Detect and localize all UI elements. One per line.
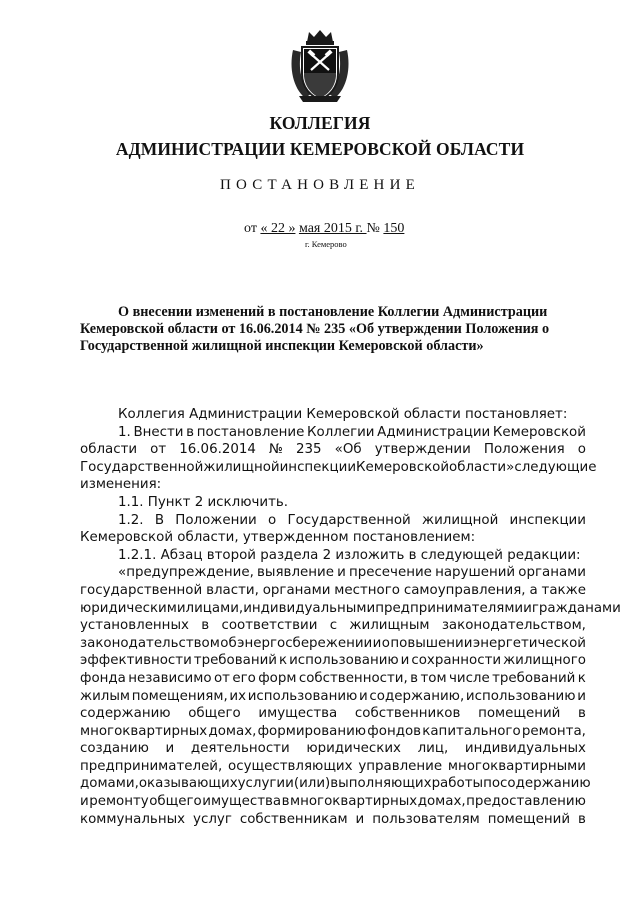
document-body [80, 406, 621, 828]
body-line: изменения: [80, 477, 162, 493]
body-line: и ремонту общего имущества в многоквартирных домах, предоставлению [80, 794, 586, 810]
body-line: Государственной жилищной инспекции Кемеровской области» следующие [80, 459, 597, 475]
body-line: установленных в соответствии с жилищным законодательством, [80, 618, 586, 634]
body-line: содержанию общего имущества собственников помещений в [80, 706, 586, 722]
body-line: области от 16.06.2014 № 235 «Об утверждении Положения о [80, 442, 586, 458]
coat-of-arms-icon [287, 28, 353, 106]
body-line: фонда независимо от его форм собственности, в том числе требований к [80, 670, 586, 686]
date-prefix: от [244, 221, 257, 236]
subject-line: Государственной жилищной инспекции Кемеровской области» [80, 338, 484, 354]
subject-line: О внесении изменений в постановление Коллегии Администрации [118, 304, 548, 320]
body-line: юридическими лицами, индивидуальными предпринимателями и гражданами [80, 600, 621, 616]
date-day: « 22 » [260, 221, 296, 236]
body-line: многоквартирных домах, формированию фондов капитального ремонта, [80, 723, 586, 739]
body-line: Коллегия Администрации Кемеровской области постановляет: [118, 407, 568, 422]
body-line: предпринимателей, осуществляющих управление многоквартирными [80, 758, 586, 774]
body-line: «предупреждение, выявление и пресечение нарушений органами [118, 565, 586, 581]
city-label: г. Кемерово [305, 239, 347, 249]
number-sign: № [366, 221, 380, 236]
body-line: Кемеровской области, утвержденном постановлением: [80, 530, 476, 546]
document-subject [80, 304, 600, 355]
org-title-line2: АДМИНИСТРАЦИИ КЕМЕРОВСКОЙ ОБЛАСТИ [115, 139, 525, 159]
subject-line: Кемеровской области от 16.06.2014 № 235 «Об утверждении Положения о [80, 321, 550, 337]
document-number: 150 [383, 221, 405, 236]
date-month-year: мая 2015 г. [298, 221, 367, 236]
document-type: ПОСТАНОВЛЕНИЕ [220, 177, 420, 193]
body-line: эффективности требований к использованию и сохранности жилищного [80, 653, 586, 669]
body-line: созданию и деятельности юридических лиц, индивидуальных [80, 741, 586, 757]
body-line: жилым помещениям, их использованию и содержанию, использованию и [80, 688, 586, 704]
body-line: 1.1. Пункт 2 исключить. [118, 494, 289, 510]
body-line: государственной власти, органами местного самоуправления, а также [80, 582, 586, 598]
body-line: 1.2.1. Абзац второй раздела 2 изложить в следующей редакции: [118, 547, 581, 563]
org-title-line1: КОЛЛЕГИЯ [269, 113, 371, 133]
body-line: 1. Внести в постановление Коллегии Администрации Кемеровской [118, 424, 586, 440]
body-line: домами, оказывающих услуги и (или) выполняющих работы по содержанию [80, 776, 591, 792]
body-line: законодательством об энергосбережении и о повышении энергетической [80, 635, 586, 651]
body-line: коммунальных услуг собственникам и пользователям помещений в [80, 811, 586, 827]
body-line: 1.2. В Положении о Государственной жилищной инспекции [118, 512, 586, 528]
date-number-line [244, 221, 404, 237]
